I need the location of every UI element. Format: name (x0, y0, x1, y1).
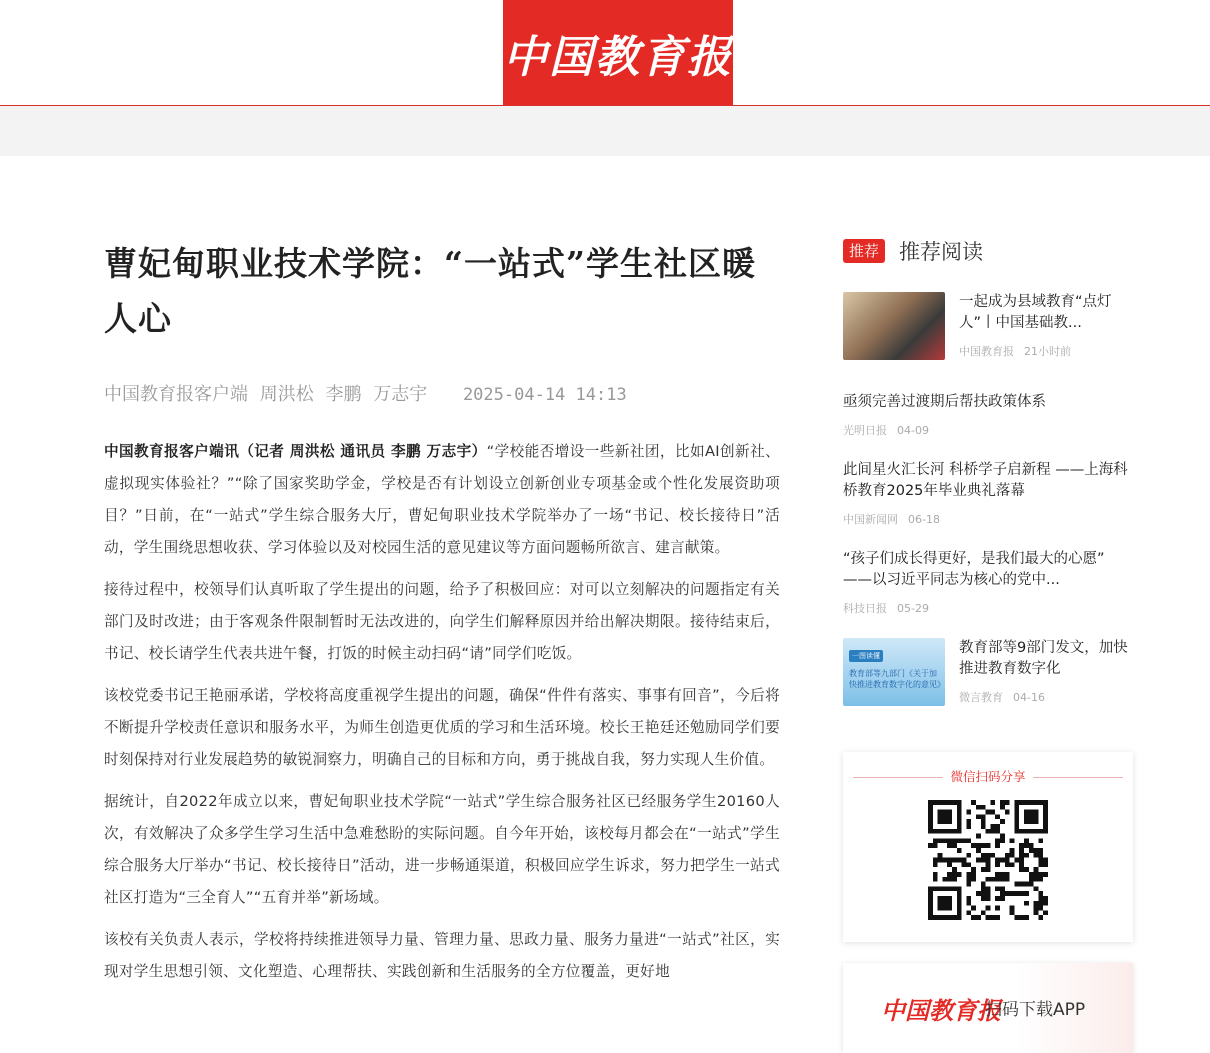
article-paragraph (104, 574, 780, 670)
app-logo: 中国教育报 (881, 996, 1001, 1025)
recommend-title: 推荐阅读 (899, 240, 984, 264)
article-body (104, 436, 780, 988)
article-paragraph (104, 436, 780, 564)
recommend-item-source: 中国新闻网 (843, 513, 898, 526)
paragraph-text: 该校有关负责人表示，学校将持续推进领导力量、管理力量、思政力量、服务力量进“一站式”社区，实现对学生思想引领、文化塑造、心理帮扶、实践创新和生活服务的全方位覆盖，更好地 (104, 931, 780, 980)
article-datetime: 2025-04-14 14:13 (462, 385, 627, 405)
recommend-item-time: 06-18 (908, 513, 940, 526)
recommend-item-source: 光明日报 (843, 424, 887, 437)
document-graphic-icon[interactable] (843, 638, 945, 706)
recommend-item-meta (843, 600, 1133, 616)
article (104, 236, 780, 998)
article-author: 李鹏 (325, 384, 362, 405)
recommend-item-title[interactable]: 一起成为县域教育“点灯人”丨中国基础教... (959, 294, 1112, 331)
recommend-item[interactable] (843, 292, 1133, 370)
recommend-item-meta (843, 422, 1133, 438)
qr-code-icon (928, 800, 1048, 920)
article-author: 万志宇 (373, 384, 428, 405)
recommend-sidebar (843, 236, 1133, 738)
recommend-item-time: 04-16 (1013, 691, 1045, 704)
app-download-card[interactable] (843, 963, 1133, 1053)
thumb-text: 教育部等九部门《关于加快推进教育数字化的意见》 (849, 669, 945, 689)
recommend-item-source: 微言教育 (959, 691, 1003, 704)
recommend-header (843, 236, 1133, 266)
share-label: 微信扫码分享 (950, 769, 1026, 784)
app-download-text[interactable]: 扫码下载APP (985, 1000, 1086, 1020)
recommend-item-title[interactable]: “孩子们成长得更好，是我们最大的心愿” ——以习近平同志为核心的党中... (843, 551, 1105, 588)
recommend-item-meta (959, 343, 1133, 359)
site-logo-text: 中国教育报 (503, 32, 733, 83)
recommend-item-title[interactable]: 亟须完善过渡期后帮扶政策体系 (843, 394, 1046, 410)
recommend-item-title[interactable]: 此间星火汇长河 科桥学子启新程 ——上海科桥教育2025年毕业典礼落幕 (843, 462, 1128, 499)
recommend-item-title[interactable]: 教育部等9部门发文，加快推进教育数字化 (959, 640, 1128, 677)
recommend-item-meta (959, 689, 1133, 705)
nav-band (0, 106, 1210, 156)
article-paragraph (104, 924, 780, 988)
article-title: 曹妃甸职业技术学院：“一站式”学生社区暖人心 (104, 244, 756, 338)
recommend-tag: 推荐 (843, 239, 885, 263)
recommend-item-time: 21小时前 (1024, 345, 1071, 358)
recommend-item-source: 中国教育报 (959, 345, 1014, 358)
recommend-item[interactable] (843, 392, 1133, 438)
thumb-badge: 一图读懂 (849, 650, 883, 662)
article-meta (104, 380, 780, 406)
recommend-item[interactable] (843, 549, 1133, 616)
article-source: 中国教育报客户端 (104, 384, 248, 405)
share-header (843, 768, 1133, 786)
site-header (0, 0, 1210, 106)
article-paragraph (104, 680, 780, 776)
paragraph-lead: 中国教育报客户端讯（记者 周洪松 通讯员 李鹏 万志宇） (104, 443, 487, 460)
recommend-item-time: 04-09 (897, 424, 929, 437)
paragraph-text: 据统计，自2022年成立以来，曹妃甸职业技术学院“一站式”学生综合服务社区已经服务学生20160人次，有效解决了众多学生学习生活中急难愁盼的实际问题。自今年开始，该校每月都会在“一站式”学生综合服务大厅举办“书记、校长接待日”活动，进一步畅通渠道，积极回应学生诉求，努力把学生一站式社区打造为“三全育人”“五育并举”新场域。 (104, 793, 780, 906)
recommend-item-meta (843, 511, 1133, 527)
article-paragraph (104, 786, 780, 914)
paragraph-text: “学校能否增设一些新社团，比如AI创新社、虚拟现实体验社？”“除了国家奖助学金，学校是否有计划设立创新创业专项基金或个性化发展资助项目？”日前，在“一站式”学生综合服务大厅，曹妃甸职业技术学院举办了一场“书记、校长接待日”活动，学生围绕思想收获、学习体验以及对校园生活的意见建议等方面问题畅所欲言、建言献策。 (104, 443, 780, 556)
recommend-item-time: 05-29 (897, 602, 929, 615)
paragraph-text: 该校党委书记王艳丽承诺，学校将高度重视学生提出的问题，确保“件件有落实、事事有回音”，今后将不断提升学校责任意识和服务水平，为师生创造更优质的学习和生活环境。校长王艳廷还勉励同学们要时刻保持对行业发展趋势的敏锐洞察力，明确自己的目标和方向，勇于挑战自我，努力实现人生价值。 (104, 687, 780, 768)
paragraph-text: 接待过程中，校领导们认真听取了学生提出的问题，给予了积极回应：对可以立刻解决的问题指定有关部门及时改进；由于客观条件限制暂时无法改进的，向学生们解释原因并给出解决期限。接待结束后，书记、校长请学生代表共进午餐，打饭的时候主动扫码“请”同学们吃饭。 (104, 581, 780, 662)
site-logo[interactable] (503, 0, 733, 106)
recommend-list (843, 292, 1133, 716)
recommend-item[interactable] (843, 460, 1133, 527)
wechat-share-card (843, 752, 1133, 942)
article-author: 周洪松 (259, 384, 314, 405)
classroom-photo-icon[interactable] (843, 292, 945, 360)
recommend-item[interactable] (843, 638, 1133, 716)
recommend-item-source: 科技日报 (843, 602, 887, 615)
